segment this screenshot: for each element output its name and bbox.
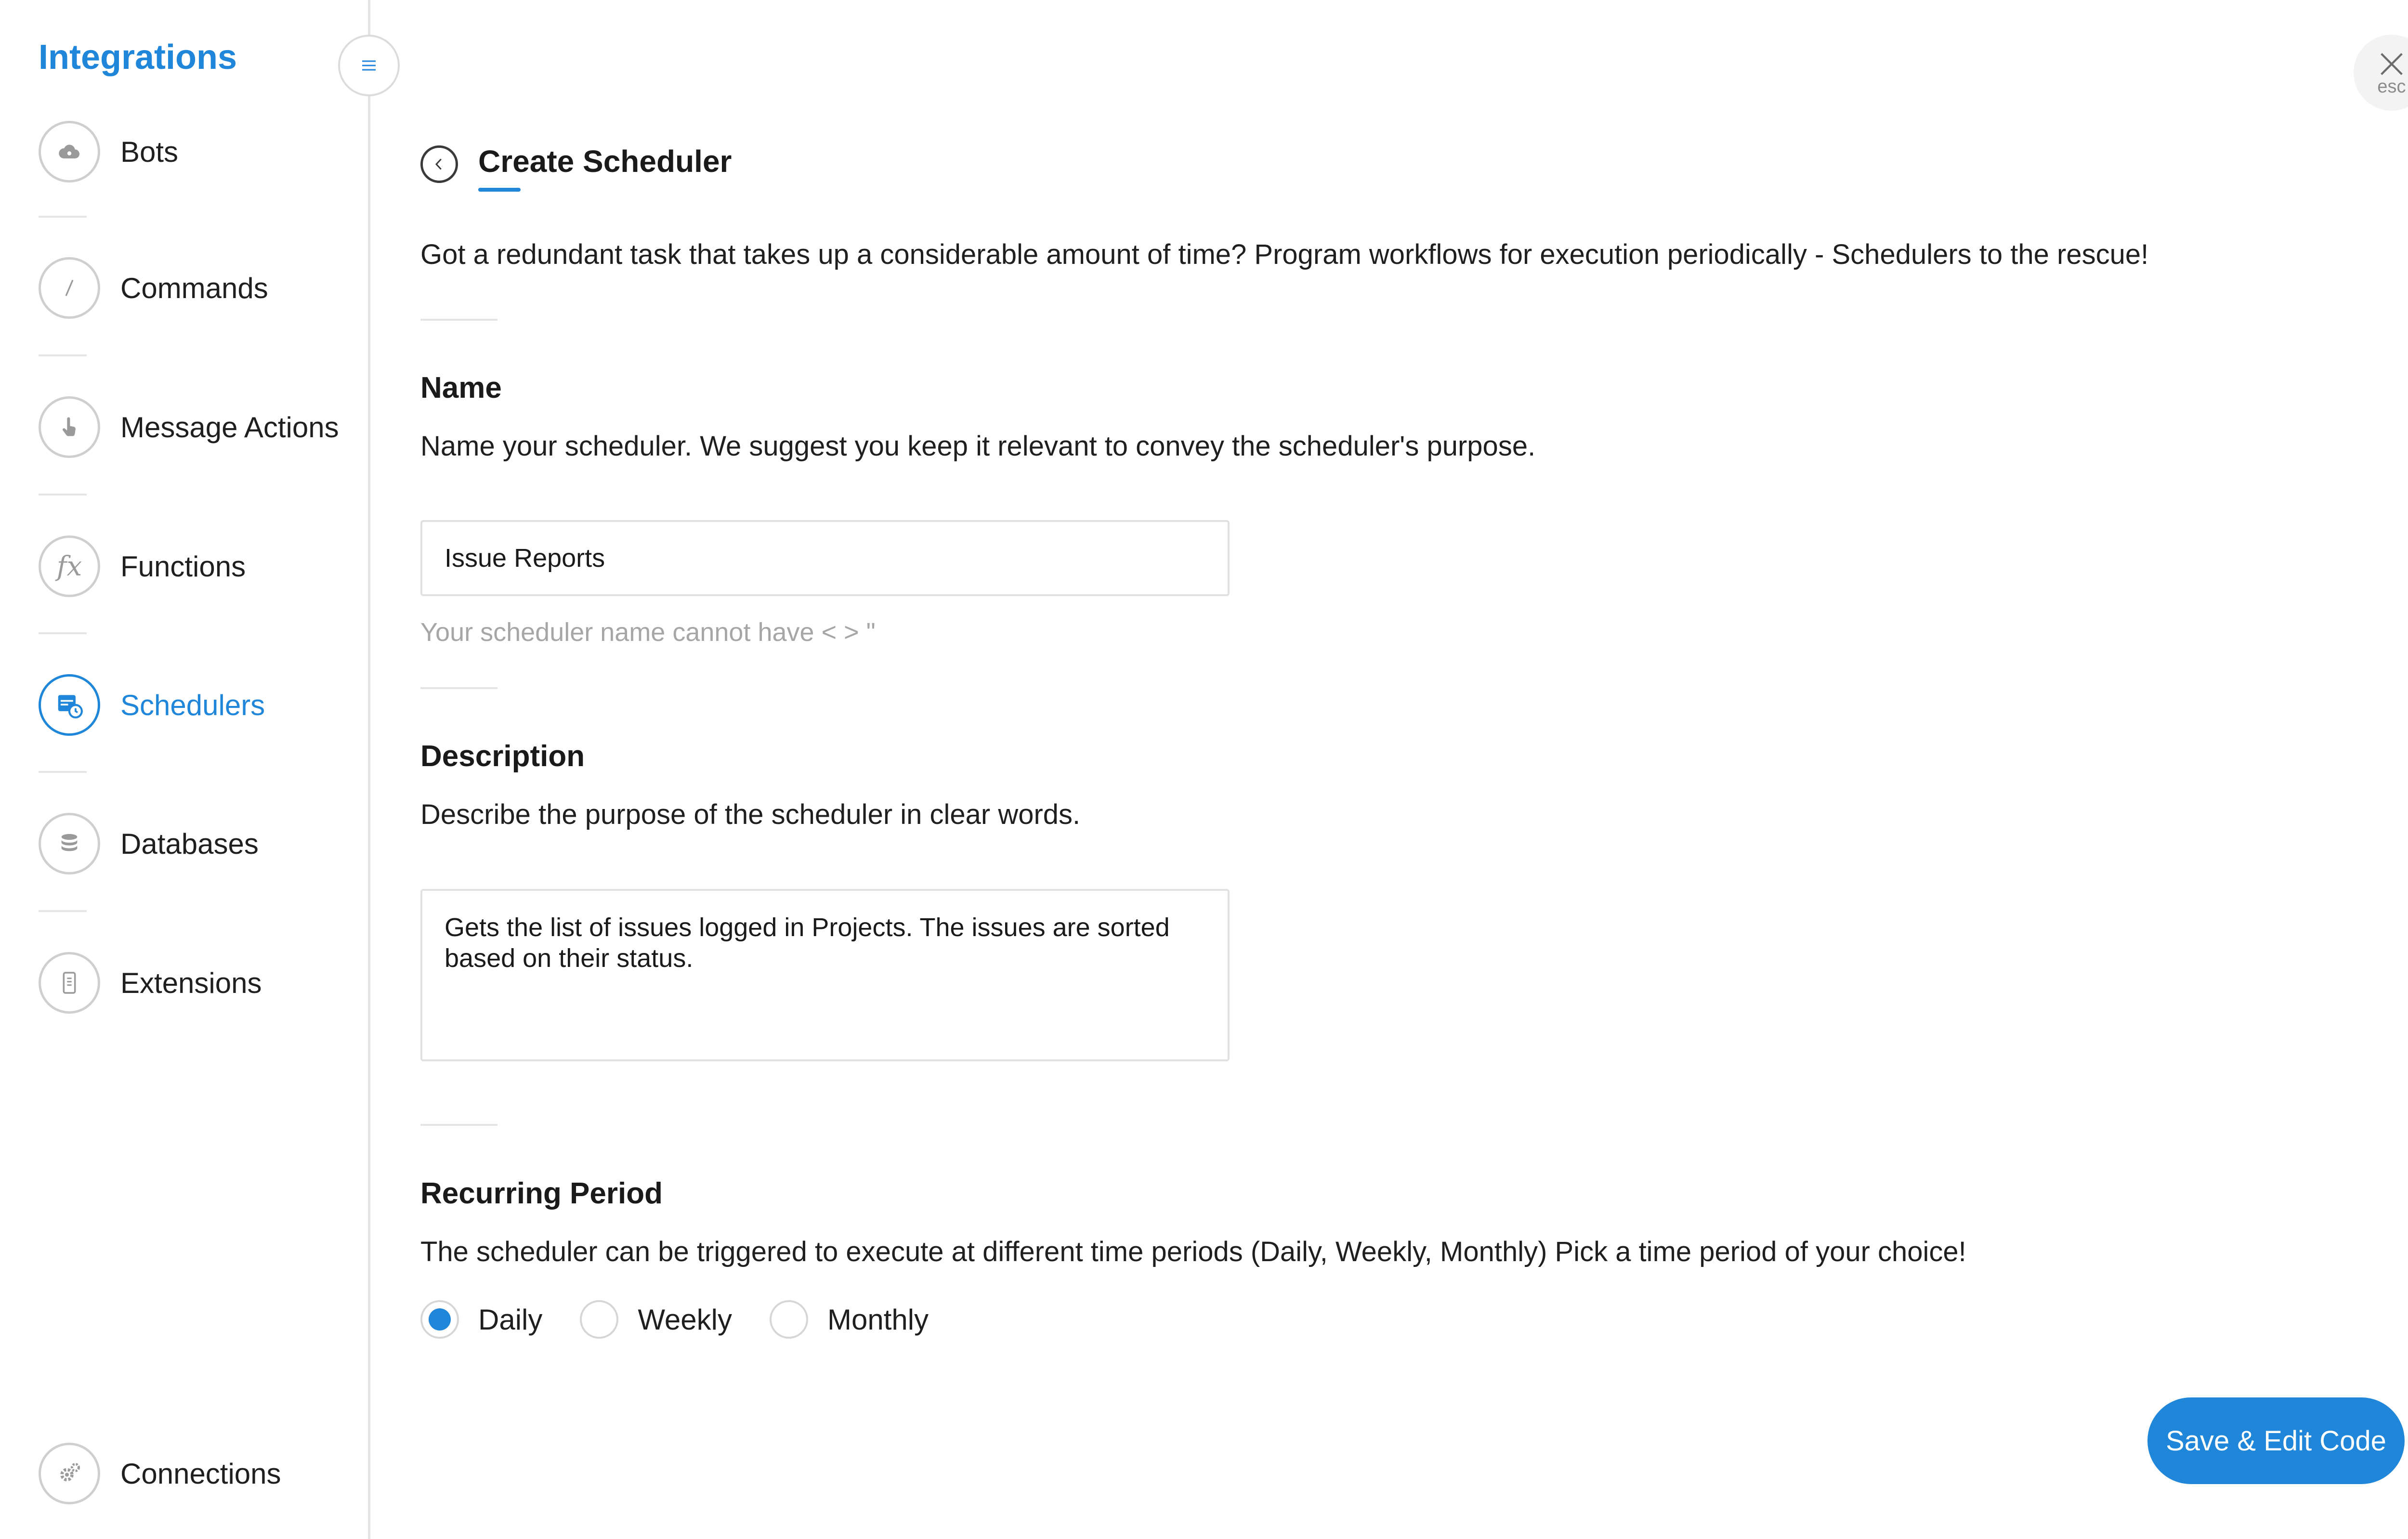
extension-device-icon bbox=[39, 952, 100, 1014]
close-x-icon bbox=[2376, 49, 2407, 79]
radio-label: Daily bbox=[478, 1303, 543, 1336]
divider bbox=[39, 771, 87, 773]
sidebar-item-label: Functions bbox=[120, 550, 246, 583]
radio-label: Monthly bbox=[827, 1303, 929, 1336]
bot-cloud-icon bbox=[39, 121, 100, 183]
recurring-period-radio-group bbox=[420, 1300, 966, 1339]
section-divider bbox=[420, 1124, 497, 1126]
sidebar-item-label: Schedulers bbox=[120, 689, 265, 721]
database-icon bbox=[39, 813, 100, 874]
radio-selected-indicator[interactable] bbox=[420, 1300, 459, 1339]
radio-dot bbox=[429, 1308, 451, 1330]
radio-weekly[interactable] bbox=[580, 1300, 732, 1339]
section-divider bbox=[420, 687, 497, 689]
chevron-left-icon bbox=[431, 156, 448, 173]
sidebar-item-label: Extensions bbox=[120, 966, 262, 999]
divider bbox=[39, 910, 87, 912]
scheduler-name-input[interactable] bbox=[420, 520, 1230, 596]
close-button[interactable] bbox=[2354, 35, 2408, 111]
recurring-period-description: The scheduler can be triggered to execute at different time periods (Daily, Weekly, Monthly) Pick a time period of your choice! bbox=[420, 1236, 1966, 1267]
sidebar-item-commands[interactable] bbox=[39, 254, 268, 322]
description-help-text: Describe the purpose of the scheduler in clear words. bbox=[420, 799, 1081, 830]
divider bbox=[39, 632, 87, 634]
title-underline bbox=[478, 188, 521, 192]
sidebar-item-databases[interactable] bbox=[39, 810, 259, 877]
slash-icon bbox=[39, 257, 100, 319]
divider bbox=[39, 216, 87, 218]
sidebar-item-label: Commands bbox=[120, 272, 268, 304]
page-title: Create Scheduler bbox=[478, 144, 732, 179]
sidebar-item-bots[interactable] bbox=[39, 118, 178, 185]
gears-icon bbox=[39, 1443, 100, 1504]
radio-daily[interactable] bbox=[420, 1300, 542, 1339]
sidebar bbox=[0, 0, 370, 1539]
save-and-edit-code-button[interactable]: Save & Edit Code bbox=[2147, 1397, 2405, 1484]
name-heading: Name bbox=[420, 371, 502, 404]
section-divider bbox=[420, 319, 497, 321]
scheduler-calendar-clock-icon bbox=[39, 674, 100, 736]
radio-monthly[interactable] bbox=[770, 1300, 929, 1339]
scheduler-name-value: Issue Reports bbox=[445, 544, 605, 573]
recurring-period-heading: Recurring Period bbox=[420, 1177, 663, 1210]
sidebar-title: Integrations bbox=[39, 38, 237, 77]
sidebar-item-connections[interactable] bbox=[39, 1440, 281, 1507]
page-intro: Got a redundant task that takes up a considerable amount of time? Program workflows for execution periodically - Schedulers to the rescue! bbox=[420, 239, 2149, 270]
sidebar-item-label: Message Actions bbox=[120, 411, 339, 443]
sidebar-item-message-actions[interactable] bbox=[39, 393, 339, 461]
name-description: Name your scheduler. We suggest you keep it relevant to convey the scheduler's purpose. bbox=[420, 430, 1536, 462]
description-heading: Description bbox=[420, 740, 585, 773]
sidebar-item-label: Connections bbox=[120, 1457, 281, 1490]
name-hint: Your scheduler name cannot have < > " bbox=[420, 618, 876, 647]
divider bbox=[39, 354, 87, 356]
function-fx-icon: fx bbox=[39, 535, 100, 597]
radio-label: Weekly bbox=[638, 1303, 732, 1336]
sidebar-item-schedulers[interactable] bbox=[39, 671, 265, 739]
sidebar-item-functions[interactable] bbox=[39, 533, 246, 600]
sidebar-collapse-button[interactable] bbox=[338, 35, 400, 96]
radio-unselected-indicator[interactable] bbox=[770, 1300, 808, 1339]
scheduler-description-textarea[interactable]: Gets the list of issues logged in Projects. The issues are sorted based on their status. bbox=[420, 889, 1230, 1061]
sidebar-item-label: Bots bbox=[120, 135, 179, 168]
back-button[interactable] bbox=[420, 145, 458, 183]
hamburger-menu-icon bbox=[357, 54, 380, 77]
sidebar-item-extensions[interactable] bbox=[39, 949, 262, 1017]
sidebar-item-label: Databases bbox=[120, 827, 259, 860]
esc-hint: esc bbox=[2377, 76, 2406, 97]
pointer-hand-icon bbox=[39, 396, 100, 458]
radio-unselected-indicator[interactable] bbox=[580, 1300, 618, 1339]
divider bbox=[39, 494, 87, 496]
